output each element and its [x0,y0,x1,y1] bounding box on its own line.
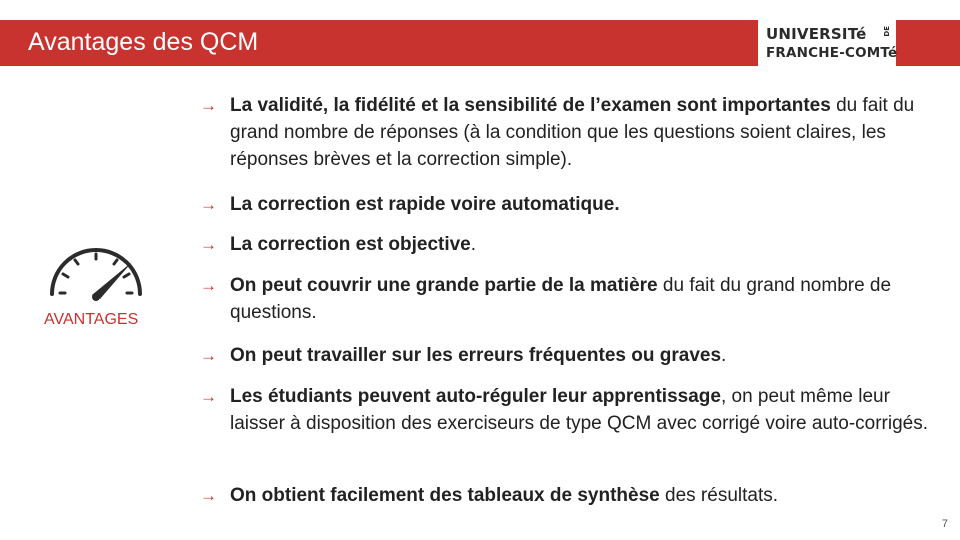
arrow-right-icon: → [200,346,217,365]
bullet-item [200,92,945,173]
bullet-text: On obtient facilement des tableaux de synthèse des résultats. [230,485,779,506]
logo-line-2: FRANCHE-COMTé [766,45,898,61]
bullet-item [200,231,945,258]
arrow-right-icon: → [200,195,217,214]
illustration-label: AVANTAGES [44,311,139,328]
bullet-text: La validité, la fidélité et la sensibilité de l’examen sont importantes du fait du grand nombre de réponses (à la condition que les questions soient claires, les réponses brèves et la correction simple). [230,95,915,170]
bullet-item [200,342,945,369]
bullet-text: Les étudiants peuvent auto-réguler leur apprentissage, on peut même leur laisser à disposition des exerciseurs de type QCM avec corrigé voire auto-corrigés. [230,386,929,434]
bullet-text: La correction est rapide voire automatique. [230,194,620,215]
logo-line-1: UNIVERSITé [766,25,867,43]
logo-vertical-text: DE [883,26,891,37]
arrow-right-icon: → [200,96,217,115]
bullet-text: On peut couvrir une grande partie de la matière du fait du grand nombre de questions. [230,275,892,323]
arrow-right-icon: → [200,387,217,406]
page-number: 7 [941,518,948,530]
arrow-right-icon: → [200,235,217,254]
bullet-text: La correction est objective. [230,234,477,255]
bullet-text: On peut travailler sur les erreurs fréquentes ou graves. [230,345,727,366]
bullet-item [200,272,945,326]
slide-title: Avantages des QCM [28,28,259,56]
arrow-right-icon: → [200,276,217,295]
bullet-item [200,482,945,509]
bullet-item [200,191,945,218]
arrow-right-icon: → [200,486,217,505]
bullet-item [200,383,945,437]
